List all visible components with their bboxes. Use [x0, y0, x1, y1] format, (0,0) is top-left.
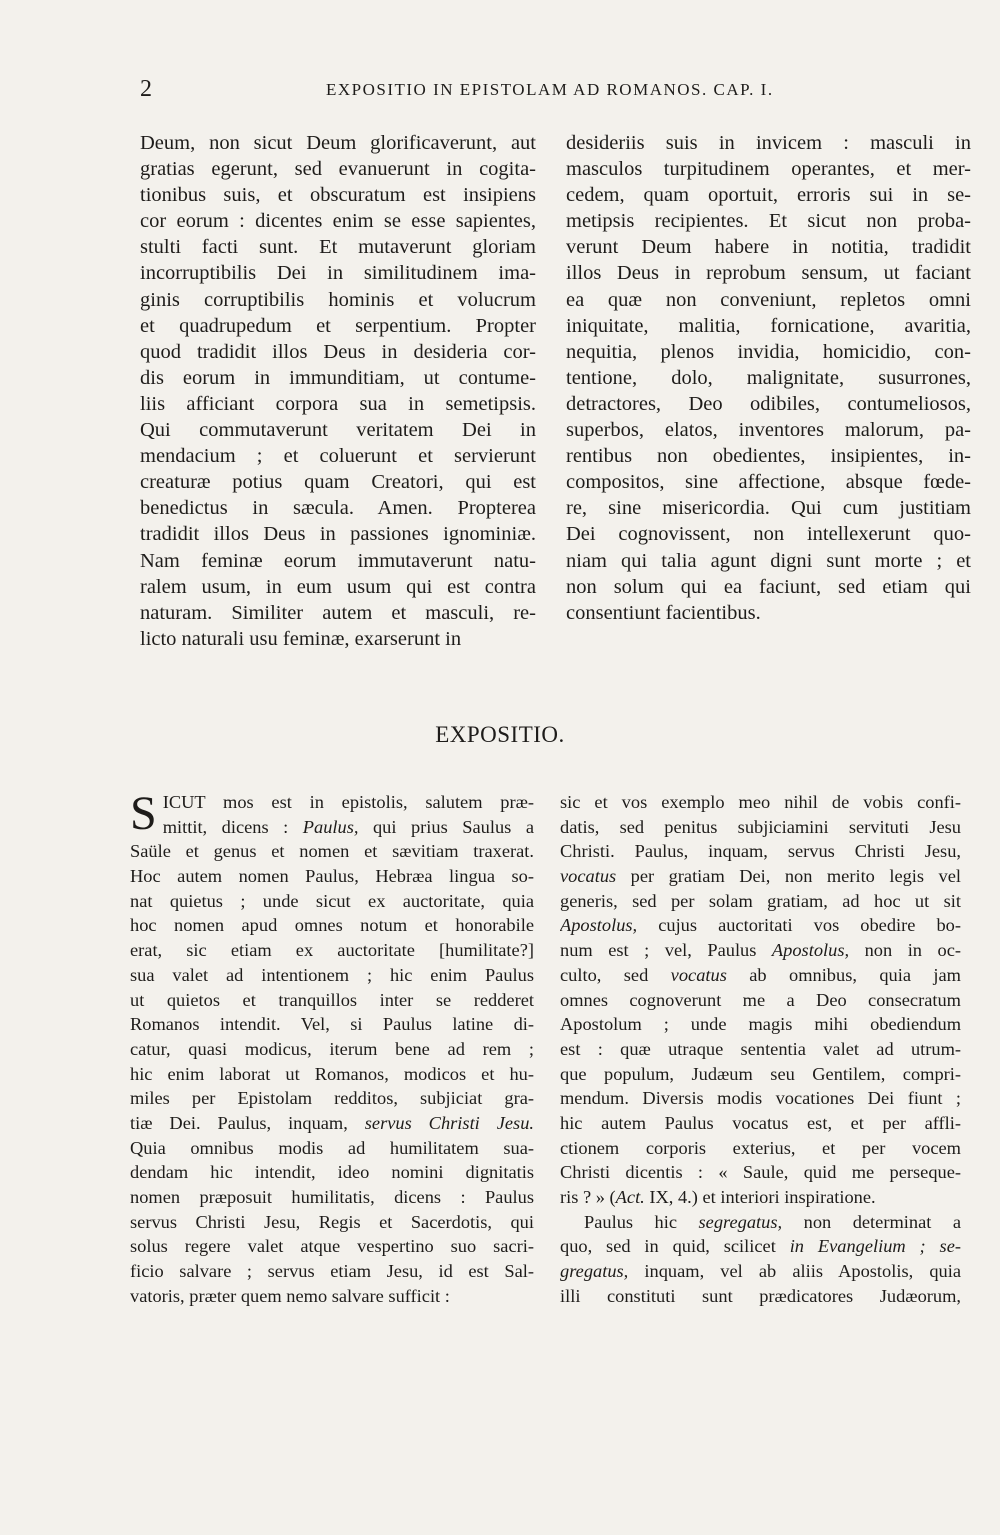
text-run: Hoc autem nomen Paulus, Hebræa lingua so- [130, 866, 534, 887]
text-run: mendum. Diversis modis vocationes Dei fiunt ; [560, 1088, 961, 1109]
text-run: Romanos intendit. Vel, si Paulus latine di- [130, 1014, 534, 1035]
text-run: erat, sic etiam ex auctoritate [humilitate?] [130, 940, 534, 961]
text-run: que populum, Judæum seu Gentilem, compri- [560, 1063, 961, 1084]
text-run: Quia omnibus modis ad humilitatem sua- [130, 1137, 534, 1158]
drop-cap-block [130, 787, 534, 840]
text-line [560, 1210, 961, 1235]
text-line: licto naturali usu feminæ, exarserunt in [140, 627, 462, 650]
text-line [130, 988, 534, 1013]
text-line: gratias egerunt, sed evanuerunt in cogita- [140, 158, 536, 181]
text-line [130, 1086, 534, 1111]
text-run: solus regere valet atque vespertino suo sacri- [130, 1236, 534, 1257]
text-run: IX, 4.) et interiori inspiratione. [644, 1187, 876, 1207]
text-line [560, 1136, 961, 1161]
text-run: Paulus hic [584, 1211, 699, 1232]
text-line: creaturæ potius quam Creatori, qui est [140, 471, 536, 494]
text-line [560, 938, 961, 963]
text-run: culto, sed [560, 964, 671, 985]
text-line: dis eorum in immunditiam, ut contume- [140, 366, 536, 389]
text-line: cedem, quam oportuit, erroris sui in se- [566, 184, 971, 207]
text-run: tiæ Dei. Paulus, inquam, [130, 1112, 365, 1133]
text-line: iniquitate, malitia, fornicatione, avaritia, [566, 314, 971, 337]
section-heading: EXPOSITIO. [435, 722, 565, 747]
drop-cap-lines [163, 790, 534, 839]
text-run: non in oc- [849, 940, 961, 961]
text-run: ris ? » ( [560, 1187, 616, 1207]
text-line [130, 963, 534, 988]
text-line: Nam feminæ eorum immutaverunt natu- [140, 549, 536, 572]
text-line [130, 1234, 534, 1259]
text-line [130, 1160, 534, 1185]
italic-run: Act. [615, 1187, 645, 1207]
text-line [130, 1185, 534, 1210]
text-line [130, 1012, 534, 1037]
italic-run: servus Christi Jesu. [364, 1112, 534, 1133]
text-run: Saüle et genus et nomen et sævitiam traxerat. [130, 841, 534, 862]
text-line: naturam. Similiter autem et masculi, re- [140, 601, 536, 624]
italic-run: gregatus, [560, 1261, 629, 1282]
text-line [560, 815, 961, 840]
text-run: hic enim laborat ut Romanos, modicos et hu- [130, 1063, 534, 1084]
text-line [560, 1185, 961, 1210]
text-run: per gratiam Dei, non merito legis vel [616, 866, 961, 887]
text-line [560, 1234, 961, 1259]
text-line [130, 1062, 534, 1087]
text-run: miles per Epistolam redditos, subjiciat gra- [130, 1088, 534, 1109]
commentary-column-left [130, 787, 534, 1308]
text-run: nat quietus ; unde sicut ex auctoritate, quia [130, 890, 534, 911]
text-run: non determinat a [782, 1211, 961, 1232]
text-line: verunt Deum habere in notitia, tradidit [566, 236, 971, 259]
text-run: sua valet ad intentionem ; hic enim Paulus [130, 964, 534, 985]
text-line: Deum, non sicut Deum glorificaverunt, aut [140, 132, 536, 154]
text-line [560, 963, 961, 988]
text-line: incorruptibilis Dei in similitudinem ima- [140, 262, 536, 285]
text-line: illos Deus in reprobum sensum, ut faciant [566, 262, 971, 285]
text-line [163, 815, 534, 840]
page-number: 2 [140, 76, 152, 102]
text-line: Dei cognovissent, non intellexerunt quo- [566, 523, 971, 546]
text-run: hoc nomen apud omnes notum et honorabile [130, 915, 534, 936]
text-line [163, 790, 534, 815]
text-line [560, 1086, 961, 1111]
text-line [560, 1037, 961, 1062]
text-line: metipsis recipientes. Et sicut non proba- [566, 210, 971, 233]
text-line: cor eorum : dicentes enim se esse sapientes, [140, 210, 536, 233]
text-run: illi constituti sunt prædicatores Judæorum, [560, 1285, 961, 1306]
text-line [130, 1210, 534, 1235]
text-line [560, 988, 961, 1013]
text-run: num est ; vel, Paulus [560, 940, 772, 961]
text-line: re, sine misericordia. Qui cum justitiam [566, 497, 971, 520]
text-line: ea quæ non conveniunt, repletos omni [566, 288, 971, 311]
text-run: mittit, dicens : [162, 816, 303, 837]
text-line: masculos turpitudinem operantes, et mer- [566, 158, 971, 181]
text-line: rentibus non obedientes, insipientes, in- [566, 445, 971, 468]
text-line [560, 1062, 961, 1087]
italic-run: Apostolus, [771, 940, 850, 961]
italic-run: vocatus [670, 964, 727, 985]
text-line [130, 938, 534, 963]
text-run: omnes cognoverunt me a Deo consecratum [560, 989, 961, 1010]
text-line [130, 839, 534, 864]
text-line: nequitia, plenos invidia, homicidio, con- [566, 340, 971, 363]
text-run: servus Christi Jesu, Regis et Sacerdotis, qui [130, 1211, 534, 1232]
text-run: vatoris, præter quem nemo salvare sufficit : [130, 1285, 450, 1306]
text-run: Christi. Paulus, inquam, servus Christi Jesu, [560, 841, 961, 862]
text-run: dendam hic intendit, ideo nomini dignitatis [130, 1162, 534, 1183]
text-line [560, 864, 961, 889]
drop-cap: S [130, 787, 157, 840]
italic-run: Apostolus, [560, 915, 638, 936]
text-run: Apostolum ; unde magis mihi obediendum [560, 1014, 961, 1035]
italic-run: vocatus [560, 866, 617, 887]
text-line: tentione, dolo, malignitate, susurrones, [566, 366, 971, 389]
text-line: et quadrupedum et serpentium. Propter [140, 314, 536, 337]
text-run: est : quæ utraque sententia valet ad utrum- [560, 1038, 961, 1059]
text-line [130, 1136, 534, 1161]
text-line: niam qui talia agunt digni sunt morte ; et [566, 549, 971, 572]
text-run: cujus auctoritati vos obedire bo- [637, 915, 961, 936]
text-line: non solum qui ea faciunt, sed etiam qui [566, 575, 971, 598]
text-run: qui prius Saulus a [358, 816, 534, 837]
text-line: compositos, sine affectione, absque fœde- [566, 471, 971, 494]
text-line: mendacium ; et coluerunt et servierunt [140, 445, 536, 468]
text-run: generis, sed per solam gratiam, ad hoc ut sit [560, 890, 961, 911]
text-run: datis, sed penitus subjiciamini servituti Jesu [560, 816, 961, 837]
text-line [130, 1259, 534, 1284]
text-line [560, 839, 961, 864]
running-title: EXPOSITIO IN EPISTOLAM AD ROMANOS. CAP. I. [326, 80, 774, 99]
text-line [560, 913, 961, 938]
text-run: inquam, vel ab aliis Apostolis, quia [628, 1261, 961, 1282]
text-line [560, 1284, 961, 1309]
text-line: liis afficiant corpora sua in semetipsis. [140, 392, 536, 415]
text-line: ralem usum, in eum usum qui est contra [140, 575, 536, 598]
text-run: ab omnibus, quia jam [726, 964, 961, 985]
text-run: ficio salvare ; servus etiam Jesu, id est Sal- [130, 1261, 534, 1282]
text-line [130, 864, 534, 889]
text-line [560, 1160, 961, 1185]
text-line [560, 889, 961, 914]
scripture-column-left [140, 130, 536, 652]
text-run: sic et vos exemplo meo nihil de vobis confi- [560, 792, 961, 812]
text-line [560, 1111, 961, 1136]
text-line [130, 1284, 534, 1309]
italic-run: segregatus, [698, 1211, 783, 1232]
text-run: ctionem corporis exterius, et per vocem [560, 1137, 961, 1158]
text-line [130, 1111, 534, 1136]
text-line [560, 1259, 961, 1284]
text-run: Christi dicentis : « Saule, quid me perseque- [560, 1162, 961, 1183]
commentary-column-right [560, 790, 961, 1308]
text-run: quo, sed in quid, scilicet [560, 1236, 790, 1257]
text-line [560, 1012, 961, 1037]
text-line [130, 1037, 534, 1062]
text-line: tradidit illos Deus in passiones ignominiæ. [140, 523, 536, 546]
italic-run: Paulus, [302, 816, 359, 837]
text-line: quod tradidit illos Deus in desideria cor- [140, 340, 536, 363]
text-run: catur, quasi modicus, iterum bene ad rem ; [130, 1038, 534, 1059]
text-line [130, 889, 534, 914]
text-line [560, 790, 961, 815]
text-line: consentiunt facientibus. [566, 601, 761, 624]
text-run: nomen præposuit humilitatis, dicens : Paulus [130, 1187, 534, 1208]
text-line: Qui commutaverunt veritatem Dei in [140, 419, 536, 442]
text-line: tionibus suis, et obscuratum est insipiens [140, 184, 536, 207]
text-line: benedictus in sæcula. Amen. Propterea [140, 497, 536, 520]
text-line [130, 913, 534, 938]
italic-run: in Evangelium ; se- [789, 1236, 961, 1257]
text-line: superbos, elatos, inventores malorum, pa- [566, 419, 971, 442]
text-line: desideriis suis in invicem : masculi in [566, 132, 971, 154]
text-line: ginis corruptibilis hominis et volucrum [140, 288, 536, 311]
scripture-column-right [566, 130, 971, 626]
text-run: ut quietos et tranquillos inter se redderet [130, 989, 534, 1010]
text-line: detractores, Deo odibiles, contumeliosos, [566, 392, 971, 415]
text-run: ICUT mos est in epistolis, salutem præ- [162, 792, 534, 812]
text-line: stulti facti sunt. Et mutaverunt gloriam [140, 236, 536, 259]
text-run: hic autem Paulus vocatus est, et per affli- [560, 1112, 961, 1133]
